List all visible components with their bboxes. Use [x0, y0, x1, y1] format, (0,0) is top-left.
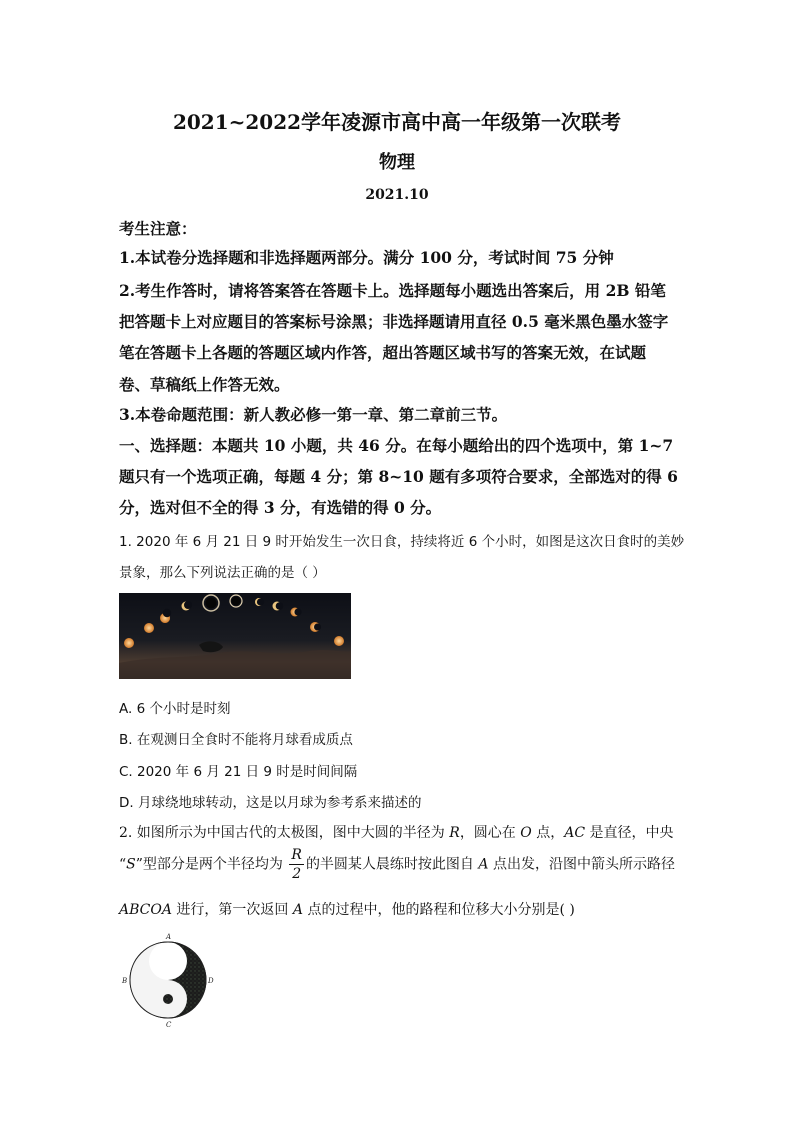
q2-stem-line-2: “S”型部分是两个半径均为 $\frac{R}{2}$ 的半圆某人晨练时按此图自 A 点出发，沿图中箭头所示路径 — [119, 847, 675, 882]
q1-option-a: A. 6 个小时是时刻 — [119, 701, 231, 717]
taiji-diagram — [118, 930, 218, 1030]
notice-item-3: 3.本卷命题范围：新人教必修一第一章、第二章前三节。 — [119, 405, 508, 424]
notice-item-2-line-3: 笔在答题卡上各题的答题区域内作答，超出答题区域书写的答案无效，在试题 — [119, 343, 647, 362]
q2-stem-line-1: 2. 如图所示为中国古代的太极图，图中大圆的半径为 R，圆心在 O 点，AC 是直径，中央 — [119, 825, 674, 841]
q1-option-c: C. 2020 年 6 月 21 日 9 时是时间间隔 — [119, 764, 358, 780]
label-b: B — [122, 977, 128, 985]
q2-stem-line-3: ABCOA 进行，第一次返回 A 点的过程中，他的路程和位移大小分别是( ) — [119, 902, 575, 918]
notice-item-2-line-2: 把答题卡上对应题目的答案标号涂黑；非选择题请用直径 0.5 毫米黑色墨水签字 — [119, 312, 669, 331]
label-c: C — [166, 1021, 172, 1029]
label-a: A — [166, 933, 172, 941]
solar-eclipse-photo — [119, 593, 351, 679]
q1-option-d: D. 月球绕地球转动，这是以月球为参考系来描述的 — [119, 795, 422, 811]
q1-stem-line-2: 景象，那么下列说法正确的是（ ） — [119, 565, 326, 581]
r-over-2-fraction: $\frac{R}{2}$ — [291, 847, 302, 882]
section-1-line-3: 分，选对但不全的得 3 分，有选错的得 0 分。 — [119, 498, 442, 517]
subject-title: 物理 — [379, 152, 415, 173]
q1-stem-line-1: 1. 2020 年 6 月 21 日 9 时开始发生一次日食，持续将近 6 个小时，如图是这次日食时的美妙 — [119, 534, 685, 550]
notice-item-1: 1.本试卷分选择题和非选择题两部分。满分 100 分，考试时间 75 分钟 — [119, 248, 614, 267]
exam-date: 2021.10 — [365, 187, 429, 203]
section-1-line-1: 一、选择题：本题共 10 小题，共 46 分。在每小题给出的四个选项中，第 1~7 — [119, 436, 674, 455]
notice-item-2-line-4: 卷、草稿纸上作答无效。 — [119, 375, 290, 394]
exam-title: 2021~2022学年凌源市高中高一年级第一次联考 — [172, 110, 622, 134]
label-d: D — [208, 977, 214, 985]
q1-option-b: B. 在观测日全食时不能将月球看成质点 — [119, 732, 353, 748]
section-1-line-2: 题只有一个选项正确，每题 4 分；第 8~10 题有多项符合要求，全部选对的得 6 — [119, 467, 678, 486]
notice-heading: 考生注意： — [119, 219, 197, 238]
notice-item-2-line-1: 2.考生作答时，请将答案答在答题卡上。选择题每小题选出答案后，用 2B 铅笔 — [119, 281, 666, 300]
